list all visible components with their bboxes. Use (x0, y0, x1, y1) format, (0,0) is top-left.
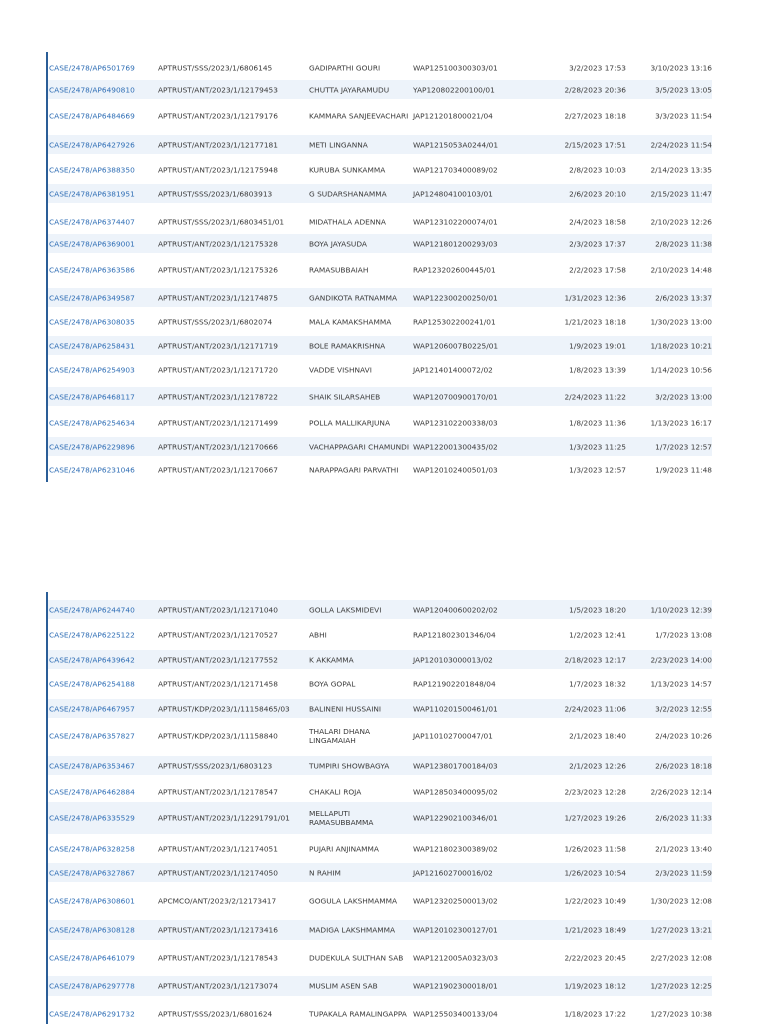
trust-id: APTRUST/ANT/2023/1/12291791/01 (158, 813, 290, 823)
trust-id: APTRUST/ANT/2023/1/12171458 (158, 679, 278, 688)
card-code: WAP1206007B0225/01 (413, 341, 499, 350)
case-id-link[interactable]: CASE/2478/AP6461079 (49, 953, 135, 962)
start-date: 2/24/2023 11:22 (564, 392, 626, 401)
end-date: 2/4/2023 10:26 (655, 731, 712, 741)
start-date: 1/26/2023 11:58 (564, 844, 626, 853)
patient-name: GOLLA LAKSMIDEVI (309, 605, 382, 614)
table-row (48, 260, 712, 279)
table-row (48, 948, 712, 967)
case-id-link[interactable]: CASE/2478/AP6327867 (49, 868, 135, 877)
table-row (48, 802, 712, 834)
trust-id: APTRUST/SSS/2023/1/6803123 (158, 761, 273, 770)
start-date: 2/15/2023 17:51 (564, 140, 626, 149)
patient-name: GADIPARTHI GOURI (309, 63, 381, 73)
end-date: 2/15/2023 11:47 (650, 189, 712, 198)
start-date: 1/21/2023 18:49 (564, 925, 626, 935)
start-date: 1/27/2023 19:26 (564, 813, 626, 823)
table-row (48, 839, 712, 858)
table-row (48, 437, 712, 456)
start-date: 1/3/2023 11:25 (569, 442, 626, 451)
table-row (48, 184, 712, 203)
patient-name: CHAKALI ROJA (309, 787, 362, 796)
end-date: 1/27/2023 12:25 (650, 981, 712, 991)
trust-id: APTRUST/ANT/2023/1/12171720 (158, 365, 278, 374)
trust-id: APTRUST/ANT/2023/1/12175328 (158, 239, 278, 248)
table-row (48, 1004, 712, 1023)
table-row (48, 600, 712, 619)
end-date: 2/6/2023 18:18 (655, 761, 712, 770)
table-row (48, 863, 712, 882)
trust-id: APTRUST/KDP/2023/1/11158840 (158, 731, 278, 741)
patient-name: BOYA GOPAL (309, 679, 356, 688)
patient-name: NARAPPAGARI PARVATHI (309, 465, 399, 474)
patient-name: MALA KAMAKSHAMMA (309, 317, 392, 326)
card-code: WAP120102300127/01 (413, 925, 498, 935)
end-date: 2/10/2023 12:26 (650, 217, 712, 226)
patient-name: POLLA MALLIKARJUNA (309, 418, 391, 427)
table-row (48, 288, 712, 307)
table-row (48, 625, 712, 644)
patient-name: GOGULA LAKSHMAMMA (309, 896, 398, 905)
trust-id: APTRUST/ANT/2023/1/12177181 (158, 140, 278, 149)
card-code: WAP121802300389/02 (413, 844, 498, 853)
trust-id: APTRUST/ANT/2023/1/12178547 (158, 787, 278, 796)
patient-name: G SUDARSHANAMMA (309, 189, 387, 198)
end-date: 2/24/2023 11:54 (650, 140, 712, 149)
card-code: WAP120400600202/02 (413, 605, 498, 614)
start-date: 2/1/2023 18:40 (569, 731, 626, 741)
table-row (48, 387, 712, 406)
card-code: JAP121401400072/02 (413, 365, 493, 374)
end-date: 1/27/2023 13:21 (650, 925, 712, 935)
patient-name: MIDATHALA ADENNA (309, 217, 386, 226)
table-row (48, 674, 712, 693)
card-code: WAP121801200293/03 (413, 239, 498, 248)
end-date: 2/27/2023 12:08 (650, 953, 712, 962)
case-id-link[interactable]: CASE/2478/AP6335529 (49, 813, 135, 823)
card-code: JAP120103000013/02 (413, 655, 493, 664)
trust-id: APTRUST/ANT/2023/1/12170527 (158, 630, 278, 639)
card-code: JAP110102700047/01 (413, 731, 493, 741)
table-row (48, 756, 712, 775)
case-id-link[interactable]: CASE/2478/AP6381951 (49, 189, 135, 198)
start-date: 1/9/2023 19:01 (569, 341, 626, 350)
patient-name: THALARI DHANA LINGAMAIAH (309, 727, 371, 745)
patient-name: KURUBA SUNKAMMA (309, 165, 386, 174)
end-date: 1/7/2023 13:08 (655, 630, 712, 639)
card-code: WAP122300200250/01 (413, 293, 498, 302)
end-date: 1/13/2023 16:17 (650, 418, 712, 427)
start-date: 2/28/2023 20:36 (564, 85, 626, 94)
trust-id: APTRUST/ANT/2023/1/12179176 (158, 111, 278, 121)
trust-id: APTRUST/ANT/2023/1/12174050 (158, 868, 278, 877)
end-date: 3/2/2023 13:00 (655, 392, 712, 401)
end-date: 2/3/2023 11:59 (655, 868, 712, 877)
card-code: JAP121201800021/04 (413, 111, 493, 121)
end-date: 2/26/2023 12:14 (650, 787, 712, 796)
patient-name: VADDE VISHNAVI (309, 365, 372, 374)
case-id-link[interactable]: CASE/2478/AP6369001 (49, 239, 135, 248)
case-id-link[interactable]: CASE/2478/AP6244740 (49, 605, 135, 614)
trust-id: APTRUST/ANT/2023/1/12171499 (158, 418, 278, 427)
case-id-link[interactable]: CASE/2478/AP6297778 (49, 981, 135, 991)
case-id-link[interactable]: CASE/2478/AP6254188 (49, 679, 135, 688)
start-date: 1/2/2023 12:41 (569, 630, 626, 639)
table-row (48, 976, 712, 996)
case-id-link[interactable]: CASE/2478/AP6308601 (49, 896, 135, 905)
case-id-link[interactable]: CASE/2478/AP6467957 (49, 704, 135, 713)
start-date: 1/5/2023 18:20 (569, 605, 626, 614)
start-date: 1/18/2023 17:22 (564, 1009, 626, 1018)
table-row (48, 336, 712, 355)
start-date: 1/3/2023 12:57 (569, 465, 626, 474)
start-date: 1/22/2023 10:49 (564, 896, 626, 905)
table-row (48, 650, 712, 669)
end-date: 3/10/2023 13:16 (650, 63, 712, 73)
case-id-link[interactable]: CASE/2478/AP6328258 (49, 844, 135, 853)
case-id-link[interactable]: CASE/2478/AP6308128 (49, 925, 135, 935)
table-row (48, 360, 712, 379)
table-row (48, 920, 712, 940)
card-code: WAP123202500013/02 (413, 896, 498, 905)
case-id-link[interactable]: CASE/2478/AP6231046 (49, 465, 135, 474)
trust-id: APTRUST/ANT/2023/1/12173416 (158, 925, 278, 935)
case-id-link[interactable]: CASE/2478/AP6484669 (49, 111, 135, 121)
start-date: 2/18/2023 12:17 (564, 655, 626, 664)
patient-name: TUPAKALA RAMALINGAPPA (309, 1009, 407, 1018)
trust-id: APTRUST/ANT/2023/1/12177552 (158, 655, 278, 664)
end-date: 1/30/2023 13:00 (650, 317, 712, 326)
table-row (48, 699, 712, 718)
start-date: 1/31/2023 12:36 (564, 293, 626, 302)
start-date: 2/22/2023 20:45 (564, 953, 626, 962)
trust-id: APTRUST/ANT/2023/1/12178543 (158, 953, 278, 962)
start-date: 2/8/2023 10:03 (569, 165, 626, 174)
trust-id: APTRUST/ANT/2023/1/12175326 (158, 265, 278, 274)
patient-name: BOLE RAMAKRISHNA (309, 341, 386, 350)
card-code: WAP120102400501/03 (413, 465, 498, 474)
start-date: 2/2/2023 17:58 (569, 265, 626, 274)
table-row (48, 212, 712, 231)
case-table-2 (46, 592, 722, 1024)
start-date: 3/2/2023 17:53 (569, 63, 626, 73)
patient-name: MADIGA LAKSHMAMMA (309, 925, 396, 935)
case-id-link[interactable]: CASE/2478/AP6490810 (49, 85, 135, 94)
start-date: 1/8/2023 11:36 (569, 418, 626, 427)
table-row (48, 891, 712, 910)
card-code: WAP125100300303/01 (413, 63, 498, 73)
trust-id: APCMCO/ANT/2023/2/12173417 (158, 896, 277, 905)
card-code: RAP125302200241/01 (413, 317, 496, 326)
case-id-link[interactable]: CASE/2478/AP6225122 (49, 630, 135, 639)
case-table-1 (46, 52, 722, 482)
card-code: WAP122902100346/01 (413, 813, 498, 823)
table-row (48, 720, 712, 752)
patient-name: K AKKAMMA (309, 655, 354, 664)
trust-id: APTRUST/ANT/2023/1/12173074 (158, 981, 278, 991)
card-code: YAP120802200100/01 (413, 85, 495, 94)
patient-name: MUSLIM ASEN SAB (309, 981, 378, 991)
end-date: 1/7/2023 12:57 (655, 442, 712, 451)
end-date: 2/8/2023 11:38 (655, 239, 712, 248)
case-id-link[interactable]: CASE/2478/AP6254903 (49, 365, 135, 374)
trust-id: APTRUST/SSS/2023/1/6802074 (158, 317, 273, 326)
end-date: 1/18/2023 10:21 (650, 341, 712, 350)
patient-name: KAMMARA SANJEEVACHARI (309, 111, 409, 121)
start-date: 2/1/2023 12:26 (569, 761, 626, 770)
start-date: 1/19/2023 18:12 (564, 981, 626, 991)
end-date: 2/10/2023 14:48 (650, 265, 712, 274)
table-row (48, 460, 712, 479)
end-date: 1/30/2023 12:08 (650, 896, 712, 905)
trust-id: APTRUST/ANT/2023/1/12174875 (158, 293, 278, 302)
card-code: WAP121902300018/01 (413, 981, 498, 991)
end-date: 3/2/2023 12:55 (655, 704, 712, 713)
card-code: WAP120700900170/01 (413, 392, 498, 401)
start-date: 2/4/2023 18:58 (569, 217, 626, 226)
card-code: WAP128503400095/02 (413, 787, 498, 796)
trust-id: APTRUST/ANT/2023/1/12171040 (158, 605, 278, 614)
end-date: 1/13/2023 14:57 (650, 679, 712, 688)
patient-name: BOYA JAYASUDA (309, 239, 367, 248)
card-code: WAP1212005A0323/03 (413, 953, 499, 962)
case-id-link[interactable]: CASE/2478/AP6374407 (49, 217, 135, 226)
case-id-link[interactable]: CASE/2478/AP6258431 (49, 341, 135, 350)
case-id-link[interactable]: CASE/2478/AP6357827 (49, 731, 135, 741)
table-row (48, 782, 712, 801)
patient-name: N RAHIM (309, 868, 341, 877)
start-date: 2/23/2023 12:28 (564, 787, 626, 796)
case-id-link[interactable]: CASE/2478/AP6427926 (49, 140, 135, 149)
patient-name: CHUTTA JAYARAMUDU (309, 85, 390, 94)
trust-id: APTRUST/ANT/2023/1/12170667 (158, 465, 278, 474)
case-id-link[interactable]: CASE/2478/AP6468117 (49, 392, 135, 401)
trust-id: APTRUST/KDP/2023/1/11158465/03 (158, 704, 290, 713)
end-date: 2/1/2023 13:40 (655, 844, 712, 853)
start-date: 1/8/2023 13:39 (569, 365, 626, 374)
table-row (48, 135, 712, 154)
patient-name: BALINENI HUSSAINI (309, 704, 382, 713)
table-row (48, 160, 712, 179)
patient-name: GANDIKOTA RATNAMMA (309, 293, 398, 302)
end-date: 2/6/2023 11:33 (655, 813, 712, 823)
case-id-link[interactable]: CASE/2478/AP6388350 (49, 165, 135, 174)
patient-name: PUJARI ANJINAMMA (309, 844, 379, 853)
table-row (48, 234, 712, 253)
end-date: 2/6/2023 13:37 (655, 293, 712, 302)
case-id-link[interactable]: CASE/2478/AP6363586 (49, 265, 135, 274)
patient-name: SHAIK SILARSAHEB (309, 392, 381, 401)
patient-name: VACHAPPAGARI CHAMUNDI (309, 442, 410, 451)
card-code: WAP123102200074/01 (413, 217, 498, 226)
table-row (48, 107, 712, 125)
trust-id: APTRUST/ANT/2023/1/12179453 (158, 85, 278, 94)
case-id-link[interactable]: CASE/2478/AP6462884 (49, 787, 135, 796)
patient-name: RAMASUBBAIAH (309, 265, 369, 274)
card-code: JAP124804100103/01 (413, 189, 493, 198)
trust-id: APTRUST/ANT/2023/1/12171719 (158, 341, 278, 350)
card-code: WAP110201500461/01 (413, 704, 498, 713)
end-date: 1/9/2023 11:48 (655, 465, 712, 474)
card-code: WAP125503400133/04 (413, 1009, 498, 1018)
case-id-link[interactable]: CASE/2478/AP6308035 (49, 317, 135, 326)
trust-id: APTRUST/SSS/2023/1/6803913 (158, 189, 273, 198)
table-row (48, 80, 712, 99)
case-id-link[interactable]: CASE/2478/AP6349587 (49, 293, 135, 302)
patient-name: MELLAPUTI RAMASUBBAMMA (309, 809, 374, 827)
trust-id: APTRUST/ANT/2023/1/12170666 (158, 442, 278, 451)
table-row (48, 312, 712, 331)
trust-id: APTRUST/ANT/2023/1/12178722 (158, 392, 278, 401)
end-date: 2/23/2023 14:00 (650, 655, 712, 664)
case-id-link[interactable]: CASE/2478/AP6353467 (49, 761, 135, 770)
card-code: RAP121802301346/04 (413, 630, 496, 639)
start-date: 2/6/2023 20:10 (569, 189, 626, 198)
start-date: 2/24/2023 11:06 (564, 704, 626, 713)
card-code: JAP121602700016/02 (413, 868, 493, 877)
end-date: 1/14/2023 10:56 (650, 365, 712, 374)
start-date: 1/26/2023 10:54 (564, 868, 626, 877)
trust-id: APTRUST/ANT/2023/1/12175948 (158, 165, 278, 174)
card-code: WAP123102200338/03 (413, 418, 498, 427)
end-date: 2/14/2023 13:35 (650, 165, 712, 174)
patient-name: ABHI (309, 630, 327, 639)
end-date: 3/5/2023 13:05 (655, 85, 712, 94)
end-date: 3/3/2023 11:54 (655, 111, 712, 121)
patient-name: DUDEKULA SULTHAN SAB (309, 953, 404, 962)
start-date: 1/7/2023 18:32 (569, 679, 626, 688)
trust-id: APTRUST/SSS/2023/1/6803451/01 (158, 217, 285, 226)
trust-id: APTRUST/ANT/2023/1/12174051 (158, 844, 278, 853)
trust-id: APTRUST/SSS/2023/1/6801624 (158, 1009, 273, 1018)
start-date: 2/3/2023 17:37 (569, 239, 626, 248)
start-date: 1/21/2023 18:18 (564, 317, 626, 326)
start-date: 2/27/2023 18:18 (564, 111, 626, 121)
card-code: WAP1215053A0244/01 (413, 140, 499, 149)
card-code: RAP123202600445/01 (413, 265, 496, 274)
card-code: WAP123801700184/03 (413, 761, 498, 770)
case-id-link[interactable]: CASE/2478/AP6501769 (49, 63, 135, 73)
end-date: 1/10/2023 12:39 (650, 605, 712, 614)
end-date: 1/27/2023 10:38 (650, 1009, 712, 1018)
case-id-link[interactable]: CASE/2478/AP6291732 (49, 1009, 135, 1018)
case-id-link[interactable]: CASE/2478/AP6254634 (49, 418, 135, 427)
trust-id: APTRUST/SSS/2023/1/6806145 (158, 63, 273, 73)
card-code: WAP122001300435/02 (413, 442, 498, 451)
card-code: RAP121902201848/04 (413, 679, 496, 688)
patient-name: METI LINGANNA (309, 140, 368, 149)
case-id-link[interactable]: CASE/2478/AP6229896 (49, 442, 135, 451)
table-row (48, 59, 712, 77)
table-row (48, 413, 712, 432)
patient-name: TUMPIRI SHOWBAGYA (309, 761, 390, 770)
case-id-link[interactable]: CASE/2478/AP6439642 (49, 655, 135, 664)
card-code: WAP121703400089/02 (413, 165, 498, 174)
